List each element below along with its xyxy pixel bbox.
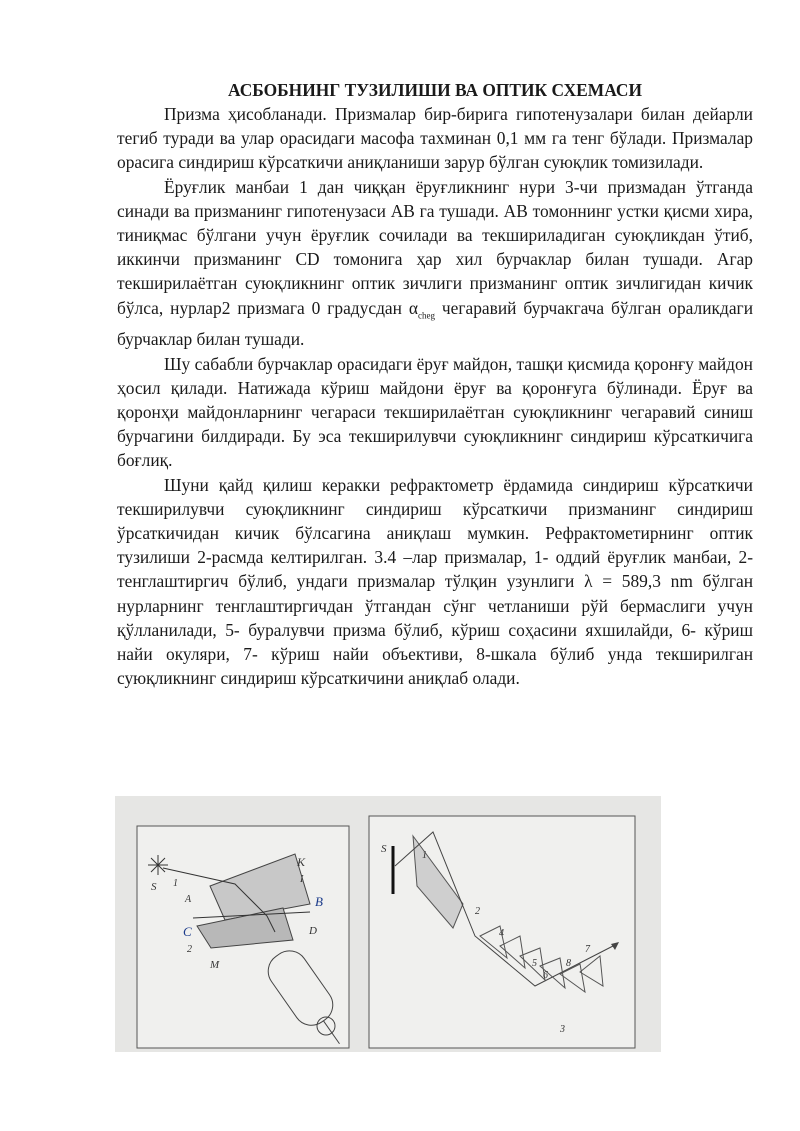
- label-i-left: I: [300, 874, 304, 885]
- page-title: АСБОБНИНГ ТУЗИЛИШИ ВА ОПТИК СХЕМАСИ: [228, 80, 642, 100]
- paragraph-3: Шу сабабли бурчаклар орасидаги ёруғ майдон, ташқи қисмида қоронғу майдон ҳосил қилади. Натижада кўриш майдони ёруғ ва қоронғуга бўлинади. Ёруғ ва қоронҳи майдонларнинг чегараси текширилаётган суюқликнинг чегаравий синиш бурчагини билдиради. Бу эса текширилувчи суюқликнинг синдириш кўрсаткичига боғлиқ.: [117, 353, 753, 471]
- label-4-right: 4: [499, 928, 504, 939]
- refractometer-optical-scheme-figure: [115, 796, 661, 1052]
- label-3-right: 3: [560, 1024, 565, 1035]
- paragraph-2-text: Ёруғлик манбаи 1 дан чиққан ёруғликнинг нури 3-чи призмадан ўтганда синади ва призманинг гипотенузаси АВ га тушади. АВ томоннинг устки қисми хира, тиниқмас бўлгани учун ёруғлик сочилади ва текшириладиган суюқликдан ўтиб, иккинчи призманинг CD томонига ҳар хил бурчаклар билан тушади. Агар текширилаётган суюқликнинг оптик зичлиги призманинг оптик зичлигидан кичик бўлса, нурлар2 призмага 0 градусдан α: [117, 176, 753, 318]
- label-1-right: 1: [422, 850, 427, 861]
- label-2-left: 2: [187, 944, 192, 955]
- paragraph-2: [117, 175, 753, 352]
- optical-scheme-drawing: [115, 796, 661, 1052]
- label-d-left: D: [309, 925, 317, 937]
- label-s-right: S: [381, 843, 387, 855]
- label-6-right: 6: [543, 970, 548, 981]
- label-7-right: 7: [585, 944, 590, 955]
- label-k-left: K: [297, 855, 306, 869]
- paragraph-2-tail: чегаравий бурчакгача бўлган ораликдаги бурчаклар билан тушади.: [117, 297, 753, 350]
- label-8-right: 8: [566, 958, 571, 969]
- label-c-left: C: [183, 924, 192, 939]
- document-body: [117, 102, 753, 690]
- label-b-left: B: [315, 894, 323, 909]
- label-1-left: 1: [173, 878, 178, 889]
- label-a-left: A: [185, 894, 192, 905]
- alpha-subscript: cheg: [417, 310, 435, 321]
- paragraph-4: Шуни қайд қилиш керакки рефрактометр ёрдамида синдириш кўрсаткичи текширилувчи суюқликнинг синдириш кўрсаткичи призманинг синдириш ўрсаткичидан кичик бўлсагина аниқлаш мумкин. Рефрактометирнинг оптик тузилиши 2-расмда келтирилган. 3.4 –лар призмалар, 1- оддий ёруғлик манбаи, 2-тенглаштиргич бўлиб, ундаги призмалар тўлқин узунлиги λ = 589,3 nm бўлган нурларнинг тенглаштиргичдан ўтгандан сўнг четланиши рўй бермаслиги учун қўлланилади, 5- буралувчи призма бўлиб, кўриш соҳасини яхшилайди, 6- кўриш найи окуляри, 7- кўриш найи объективи, 8-шкала бўлиб унда текширилган суюқликнинг синдириш кўрсаткичини аниқлаб олади.: [117, 474, 753, 689]
- label-2-right: 2: [475, 906, 480, 917]
- label-s-left: S: [151, 881, 157, 893]
- light-source-icon: [148, 855, 168, 875]
- paragraph-1: Призма ҳисобланади. Призмалар бир-бирига гипотенузалари билан дейарли тегиб туради ва улар орасидаги масофа тахминан 0,1 мм га тенг бўлади. Призмалар орасига синдириш кўрсаткичи аниқланиши зарур бўлган суюқлик томизилади.: [117, 104, 753, 173]
- label-m-left: M: [210, 959, 220, 971]
- label-5-right: 5: [532, 958, 537, 969]
